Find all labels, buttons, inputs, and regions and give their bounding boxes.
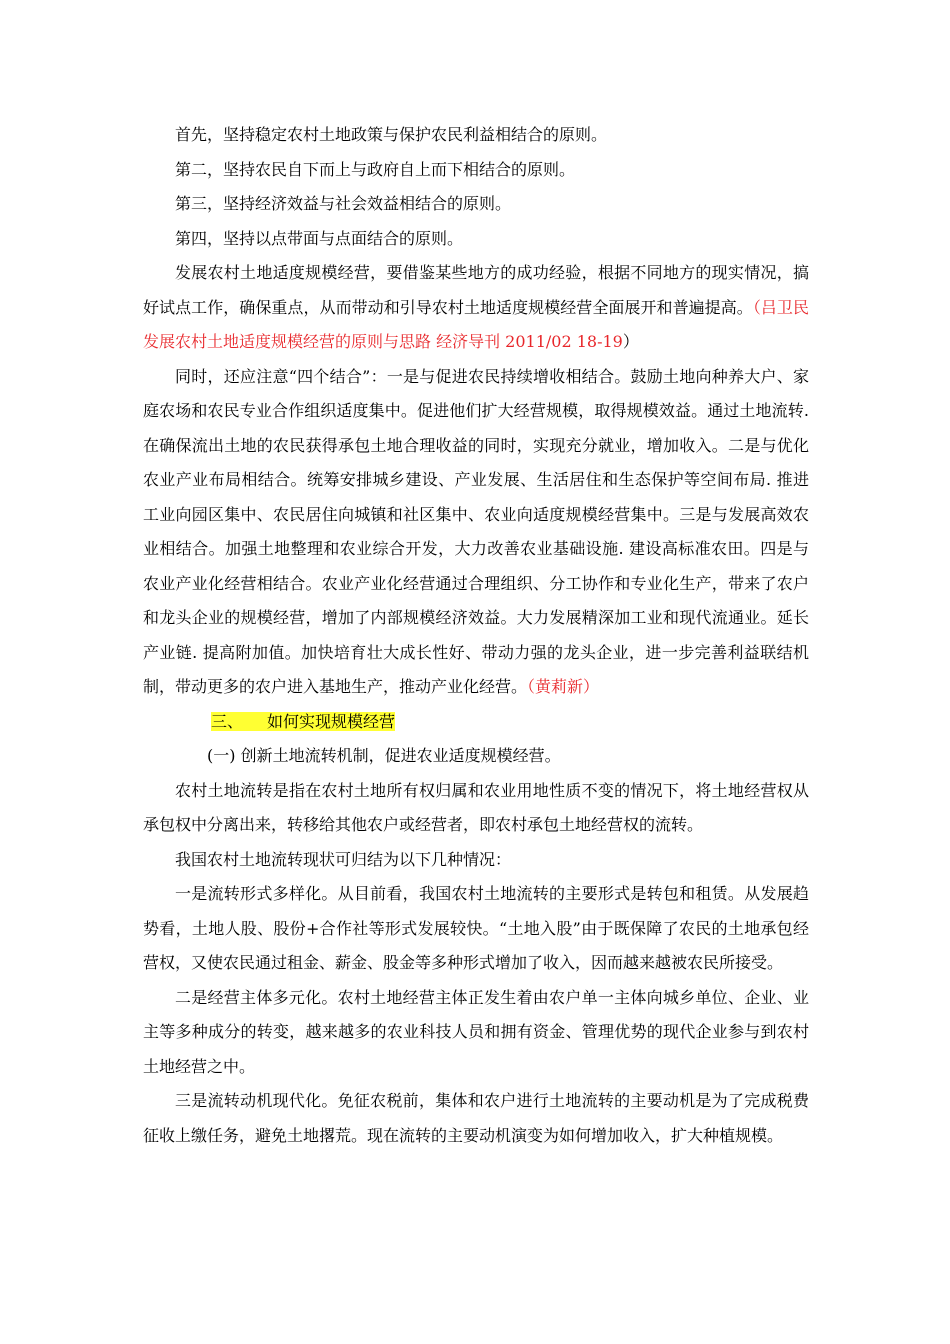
- principle-3: 第三，坚持经济效益与社会效益相结合的原则。: [175, 194, 512, 213]
- section-heading-highlight: [211, 712, 395, 731]
- paragraph-definition: 农村土地流转是指在农村土地所有权归属和农业用地性质不变的情况下，将土地经营权从承包权中分离出来，转移给其他农户或经营者，即农村承包土地经营权的流转。: [143, 780, 809, 834]
- paragraph-status-3: 三是流转动机现代化。免征农税前，集体和农户进行土地流转的主要动机是为了完成税费征收上缴任务，避免土地撂荒。现在流转的主要动机演变为如何增加收入，扩大种植规模。: [143, 1091, 809, 1145]
- sub-heading: (一) 创新土地流转机制，促进农业适度规模经营。: [207, 746, 561, 765]
- paragraph-develop: [143, 256, 809, 360]
- paragraph-status-1: 一是流转形式多样化。从目前看，我国农村土地流转的主要形式是转包和租赁。从发展趋势看，土地人股、股份+合作社等形式发展较快。“土地入股”由于既保障了农民的土地承包经营权，又使农民通过租金、薪金、股金等多种形式增加了收入，因而越来越被农民所接受。: [143, 884, 809, 972]
- paragraph-four-combinations: [143, 360, 809, 705]
- citation-text: 吕卫民 发展农村土地适度规模经营的原则与思路 经济导刊 2011/02 18-19: [143, 297, 809, 351]
- principle-2: 第二，坚持农民自下而上与政府自上而下相结合的原则。: [175, 159, 576, 179]
- document-body: [143, 118, 809, 1153]
- paragraph-develop-text: 发展农村土地适度规模经营，要借鉴某些地方的成功经验，根据不同地方的现实情况，搞好试点工作，确保重点，从而带动和引导农村土地适度规模经营全面展开和普遍提高。: [143, 263, 809, 317]
- section-heading: [143, 705, 809, 740]
- author-attribution: （黄莉新）: [527, 677, 600, 696]
- paragraph-four-text: 同时，还应注意“四个结合”：一是与促进农民持续增收相结合。鼓励土地向种养大户、家庭农场和农民专业合作组织适度集中。促进他们扩大经营规模，取得规模效益。通过土地流转. 在确保流出土地的农民获得承包土地合理收益的同时，实现充分就业，增加收入。二是与优化农业产业布局相结合。统筹安排城乡建设、产业发展、生活居住和生态保护等空间布局. 推进工业向园区集中、农民居住向城镇和社区集中、农业向适度规模经营集中。三是与发展高效农业相结合。加强土地整理和农业综合开发，大力改善农业基础设施. 建设高标准农田。四是与农业产业化经营相结合。农业产业化经营通过合理组织、分工协作和专业化生产，带来了农户和龙头企业的规模经营，增加了内部规模经济效益。大力发展精深加工业和现代流通业。延长产业链. 提高附加值。加快培育壮大成长性好、带动力强的龙头企业，进一步完善利益联结机制，带动更多的农户进入基地生产，推动产业化经营。: [143, 366, 809, 696]
- section-title: 如何实现规模经营: [267, 711, 396, 731]
- principle-1: 首先，坚持稳定农村土地政策与保护农民利益相结合的原则。: [175, 125, 608, 144]
- section-number: 三、: [211, 711, 244, 731]
- citation-close: ）: [622, 332, 639, 351]
- paragraph-status-intro: 我国农村土地流转现状可归结为以下几种情况：: [175, 849, 512, 869]
- principle-4: 第四，坚持以点带面与点面结合的原则。: [175, 228, 464, 248]
- citation-open: （: [752, 297, 761, 317]
- paragraph-status-2: 二是经营主体多元化。农村土地经营主体正发生着由农户单一主体向城乡单位、企业、业主等多种成分的转变，越来越多的农业科技人员和拥有资金、管理优势的现代企业参与到农村土地经营之中。: [143, 987, 809, 1076]
